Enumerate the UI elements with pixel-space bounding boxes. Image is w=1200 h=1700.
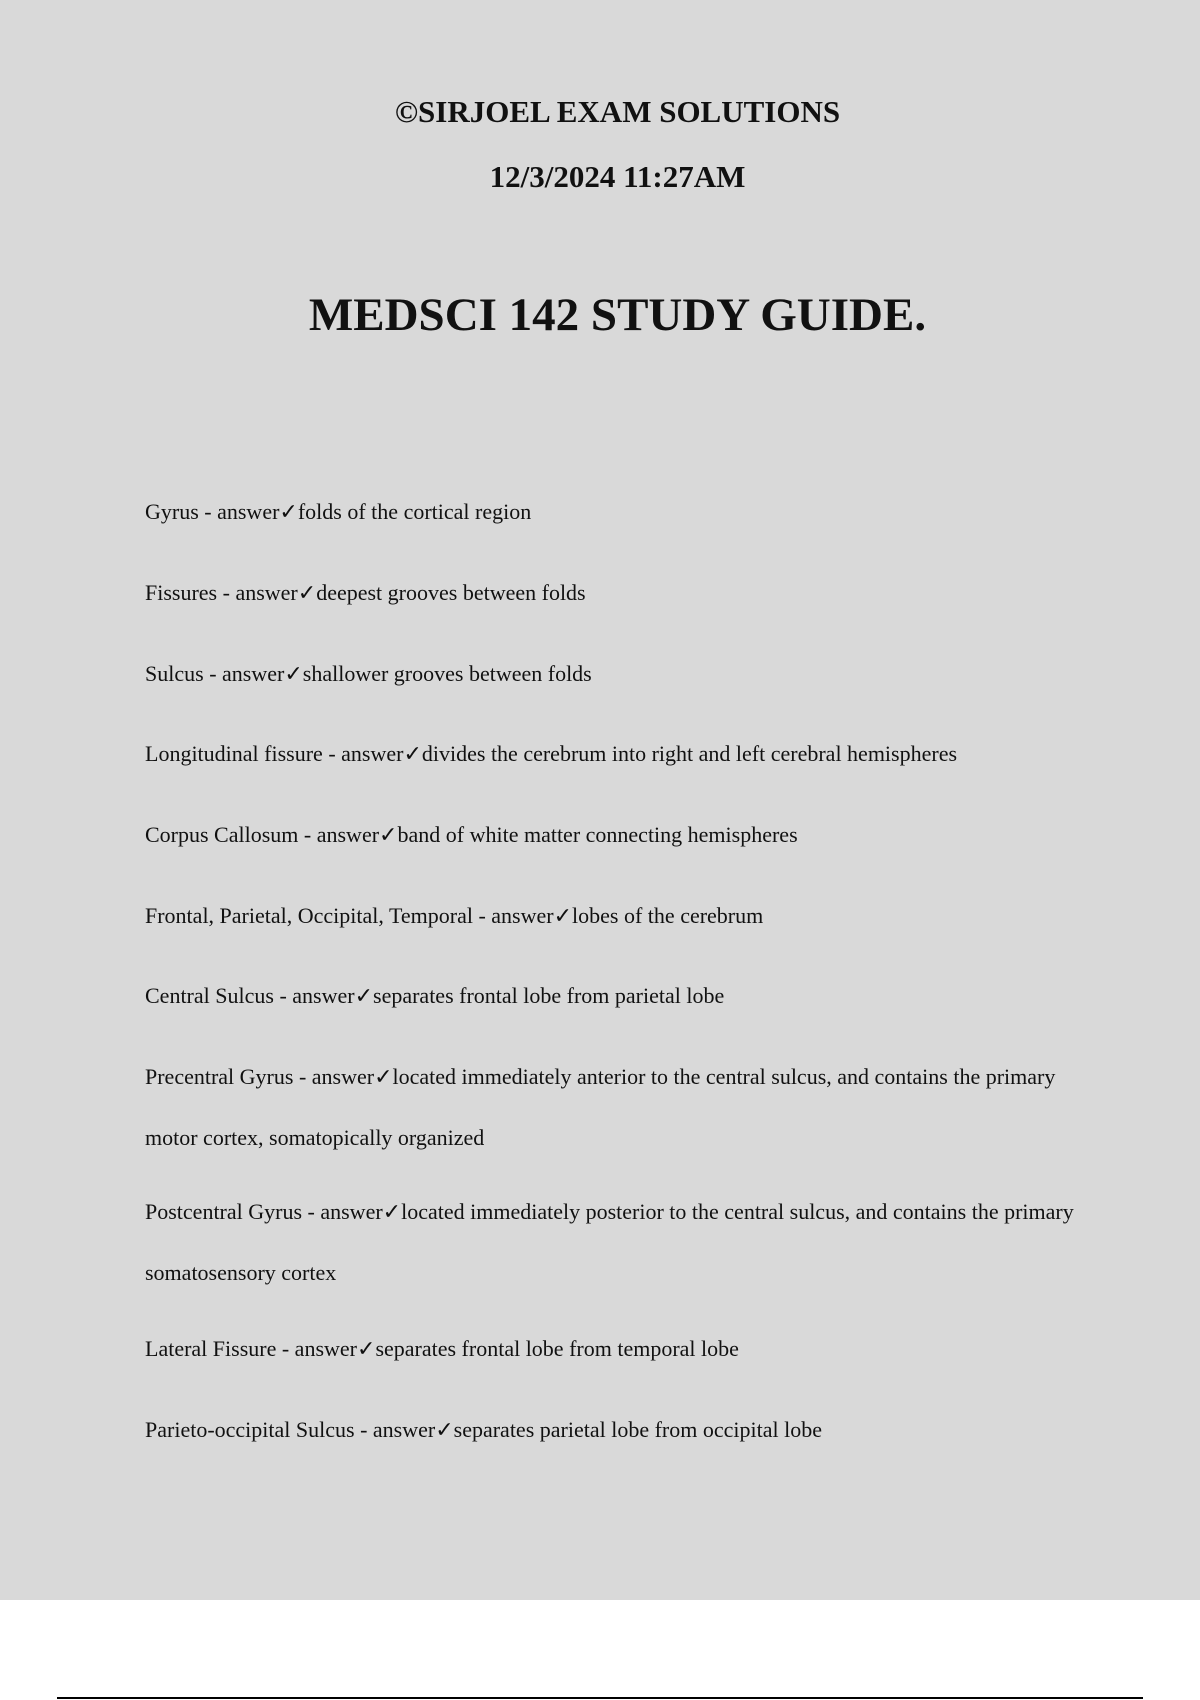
entry-definition: located immediately posterior to the central sulcus, and contains the primary somatosensory cortex [145, 1199, 1074, 1285]
check-icon: ✓ [297, 581, 317, 606]
answer-separator: - answer [217, 580, 298, 605]
timestamp-header: 12/3/2024 11:27AM [489, 159, 746, 194]
entry-precentral-gyrus [145, 1047, 1105, 1168]
entry-term: Postcentral Gyrus [145, 1199, 303, 1224]
entry-definition: separates frontal lobe from parietal lobe [373, 983, 725, 1008]
answer-separator: - answer [293, 1064, 375, 1089]
entry-longitudinal-fissure [145, 724, 1105, 785]
answer-separator: - answer [276, 1336, 357, 1361]
entry-term: Precentral Gyrus [145, 1064, 294, 1089]
entry-term: Fissures [145, 580, 218, 605]
entry-definition: deepest grooves between folds [316, 580, 586, 605]
entry-definition: lobes of the cerebrum [572, 903, 764, 928]
answer-separator: - answer [302, 1199, 383, 1224]
entry-definition: separates parietal lobe from occipital lobe [453, 1417, 822, 1442]
check-icon: ✓ [382, 1200, 402, 1225]
entry-postcentral-gyrus [145, 1182, 1105, 1303]
entry-corpus-callosum [145, 805, 1105, 866]
check-icon: ✓ [357, 1337, 376, 1362]
answer-separator: - answer [322, 741, 404, 766]
check-icon: ✓ [403, 742, 422, 767]
entry-term: Lateral Fissure [145, 1336, 277, 1361]
entry-lateral-fissure [145, 1319, 1105, 1380]
answer-separator: - answer [354, 1417, 436, 1442]
copyright-header: ©SIRJOEL EXAM SOLUTIONS [394, 94, 841, 129]
answer-separator: - answer [203, 661, 285, 686]
check-icon: ✓ [435, 1418, 454, 1443]
entry-term: Frontal, Parietal, Occipital, Temporal [145, 903, 473, 928]
footer-divider [57, 1697, 1143, 1699]
entry-term: Corpus Callosum [145, 822, 299, 847]
check-icon: ✓ [284, 662, 303, 687]
entry-definition: folds of the cortical region [297, 499, 532, 524]
answer-separator: - answer [273, 983, 355, 1008]
page-title: MEDSCI 142 STUDY GUIDE. [308, 289, 927, 341]
check-icon: ✓ [379, 823, 398, 848]
entry-definition: band of white matter connecting hemispheres [397, 822, 798, 847]
entry-definition: divides the cerebrum into right and left cerebral hemispheres [421, 741, 958, 766]
entry-fissures [145, 563, 1105, 624]
entry-definition: separates frontal lobe from temporal lobe [375, 1336, 739, 1361]
entry-cerebrum-lobes [145, 886, 1105, 947]
entry-sulcus [145, 644, 1105, 705]
entry-definition: located immediately anterior to the central sulcus, and contains the primary motor cortex, somatopically organized [145, 1064, 1056, 1150]
answer-separator: - answer [472, 903, 554, 928]
entry-term: Parieto-occipital Sulcus [145, 1417, 355, 1442]
entry-gyrus [145, 482, 1105, 543]
check-icon: ✓ [553, 904, 573, 929]
entry-central-sulcus [145, 966, 1105, 1027]
check-icon: ✓ [279, 500, 298, 525]
entry-term: Longitudinal fissure [145, 741, 323, 766]
entry-parieto-occipital-sulcus [145, 1400, 1105, 1461]
answer-separator: - answer [198, 499, 280, 524]
entry-term: Sulcus [145, 661, 204, 686]
entry-term: Gyrus [145, 499, 199, 524]
entry-definition: shallower grooves between folds [302, 661, 592, 686]
check-icon: ✓ [354, 984, 374, 1009]
entry-term: Central Sulcus [145, 983, 274, 1008]
check-icon: ✓ [374, 1065, 393, 1090]
answer-separator: - answer [298, 822, 380, 847]
